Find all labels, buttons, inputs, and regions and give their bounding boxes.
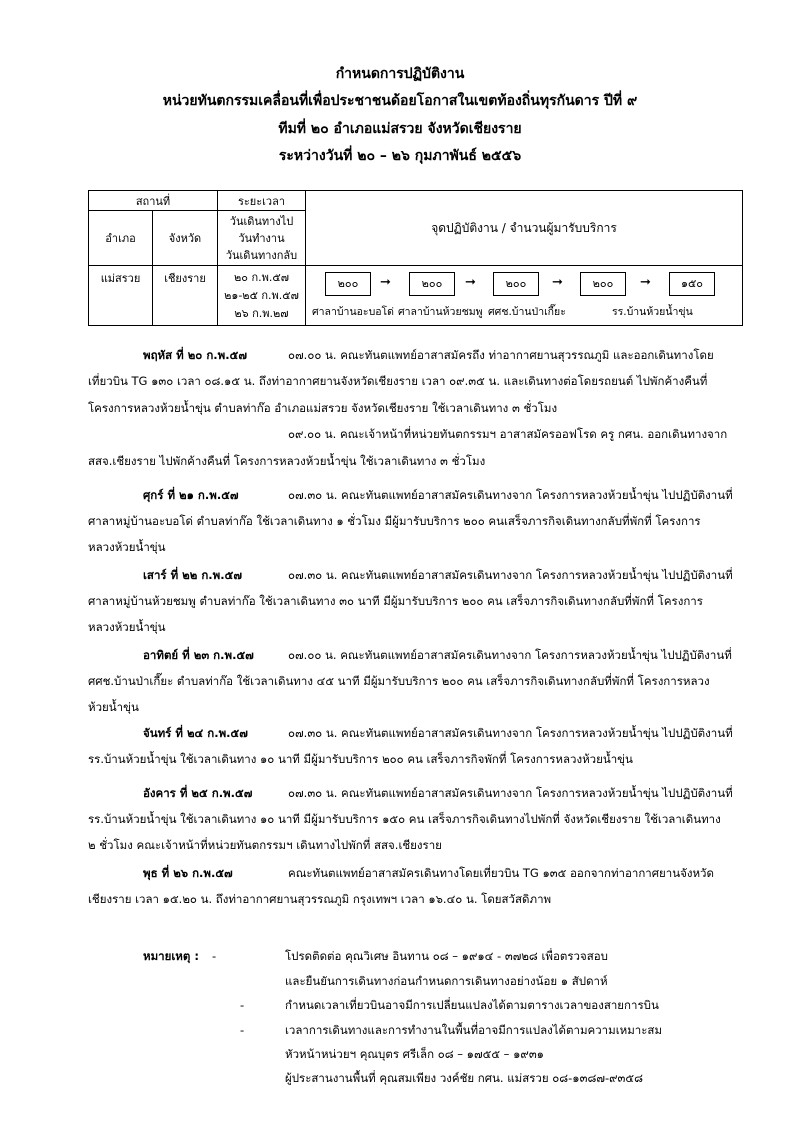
doc-title: กำหนดการปฏิบัติงาน [335, 66, 465, 82]
schedule-text: รร.บ้านห้วยน้ำขุ่น ใช้เวลาเดินทาง ๑๐ นาที มีผู้มารับบริการ ๒๐๐ คน เสร็จภารกิจพักที่ โครงการหลวงห้วยน้ำขุ่น [88, 752, 633, 766]
doc-dates: ระหว่างวันที่ ๒๐ – ๒๖ กุมภาพันธ์ ๒๕๕๖ [278, 148, 522, 164]
bullet-dash: - [212, 949, 217, 963]
count-box: ๒๐๐ [409, 272, 455, 296]
schedule-text: ศาลาหมู่บ้านห้วยชมพู ตำบลท่าก๊อ ใช้เวลาเดินทาง ๓๐ นาที มีผู้มารับบริการ ๒๐๐ คน เสร็จภารกิจเดินทางกลับที่พักที่ โครงการ [88, 594, 703, 608]
schedule-text: หลวงห้วยน้ำขุ่น [88, 540, 166, 554]
schedule-text: ๒ ชั่วโมง คณะเจ้าหน้าที่หน่วยทันตกรรมฯ เดินทางไปพักที่ สสจ.เชียงราย [88, 838, 442, 852]
site-label: รร.บ้านห้วยน้ำขุ่น [612, 306, 693, 318]
note-line: และยืนยันการเดินทางก่อนกำหนดการเดินทางอย่างน้อย ๑ สัปดาห์ [285, 974, 608, 988]
site-label: ศาลาบ้านห้วยชมพู [398, 306, 483, 318]
schedule-text: ๐๗.๐๐ น. คณะทันตแพทย์อาสาสมัครถึง ท่าอากาศยานสุวรรณภูมิ และออกเดินทางโดย [288, 348, 714, 362]
day-heading: ศุกร์ ที่ ๒๑ ก.พ.๕๗ [143, 488, 239, 502]
date-go: ๒๐ ก.พ.๕๗ [234, 271, 289, 284]
schedule-text: ๐๗.๐๐ น. คณะทันตแพทย์อาสาสมัครเดินทางจาก โครงการหลวงห้วยน้ำขุ่น ไปปฏิบัติงานที่ [288, 648, 732, 662]
count-box: ๒๐๐ [580, 272, 626, 296]
note-line: หัวหน้าหน่วยฯ คุณบุตร ศรีเล็ก ๐๘ – ๑๗๕๕ – ๑๙๓๑ [285, 1047, 544, 1061]
note-line: เวลาการเดินทางและการทำงานในพื้นที่อาจมีการแปลงได้ตามความเหมาะสม [285, 1023, 663, 1037]
doc-team: ทีมที่ ๒๐ อำเภอแม่สรวย จังหวัดเชียงราย [278, 121, 522, 137]
date-work: ๒๑-๒๕ ก.พ.๕๗ [224, 289, 299, 302]
bullet-dash: - [240, 998, 245, 1012]
notes-label: หมายเหตุ : [143, 949, 199, 963]
schedule-text: ศศช.บ้านป่าเกี๊ยะ ตำบลท่าก๊อ ใช้เวลาเดินทาง ๔๕ นาที มีผู้มารับบริการ ๒๐๐ คน เสร็จภารกิจเดินทางกลับที่พักที่ โครงการหลวง [88, 674, 710, 688]
schedule-text: โครงการหลวงห้วยน้ำขุ่น ตำบลท่าก๊อ อำเภอแม่สรวย จังหวัดเชียงราย ใช้เวลาเดินทาง ๓ ชั่วโมง [88, 401, 558, 415]
arrow-right-icon: ➞ [640, 275, 651, 290]
note-line: กำหนดเวลาเที่ยวบินอาจมีการเปลี่ยนแปลงได้ตามตารางเวลาของสายการบิน [285, 998, 659, 1012]
header-district: อำเภอ [89, 211, 153, 266]
schedule-text: ๐๗.๓๐ น. คณะทันตแพทย์อาสาสมัครเดินทางจาก โครงการหลวงห้วยน้ำขุ่น ไปปฏิบัติงานที่ [288, 786, 733, 800]
cell-district: แม่สรวย [89, 266, 153, 326]
header-days [218, 211, 306, 266]
header-day-work: วันทำงาน [238, 231, 285, 245]
schedule-text: ๐๗.๓๐ น. คณะทันตแพทย์อาสาสมัครเดินทางจาก โครงการหลวงห้วยน้ำขุ่น ไปปฏิบัติงานที่ [288, 568, 733, 582]
arrow-right-icon: ➞ [552, 275, 563, 290]
header-day-return: วันเดินทางกลับ [225, 248, 298, 262]
schedule-text: เชียงราย เวลา ๑๕.๒๐ น. ถึงท่าอากาศยานสุวรรณภูมิ กรุงเทพฯ เวลา ๑๖.๔๐ น. โดยสวัสดิภาพ [88, 892, 552, 906]
schedule-text: ห้วยน้ำขุ่น [88, 700, 139, 714]
day-heading: พฤหัส ที่ ๒๐ ก.พ.๕๗ [143, 348, 247, 362]
header-day-go: วันเดินทางไป [229, 214, 294, 228]
schedule-text: สสจ.เชียงราย ไปพักค้างคืนที่ โครงการหลวงห้วยน้ำขุ่น ใช้เวลาเดินทาง ๓ ชั่วโมง [88, 454, 486, 468]
header-duration: ระยะเวลา [218, 191, 306, 211]
schedule-text: ๐๙.๐๐ น. คณะเจ้าหน้าที่หน่วยทันตกรรมฯ อาสาสมัครออฟโรด ครู กศน. ออกเดินทางจาก [288, 427, 728, 441]
site-label: ศศช.บ้านป่าเกี๊ยะ [488, 306, 566, 318]
note-line: ผู้ประสานงานพื้นที่ คุณสมเพียง วงค์ชัย กศน. แม่สรวย ๐๘-๑๓๘๗-๙๓๕๘ [285, 1071, 643, 1085]
schedule-text: คณะทันตแพทย์อาสาสมัครเดินทางโดยเที่ยวบิน TG ๑๓๕ ออกจากท่าอากาศยานจังหวัด [288, 866, 714, 880]
schedule-text: ๐๗.๓๐ น. คณะทันตแพทย์อาสาสมัครเดินทางจาก โครงการหลวงห้วยน้ำขุ่น ไปปฏิบัติงานที่ [288, 726, 733, 740]
doc-subtitle: หน่วยทันตกรรมเคลื่อนที่เพื่อประชาชนด้อยโอกาสในเขตท้องถิ่นทุรกันดาร ปีที่ ๙ [162, 93, 638, 109]
count-box: ๒๐๐ [325, 272, 371, 296]
schedule-text: รร.บ้านห้วยน้ำขุ่น ใช้เวลาเดินทาง ๑๐ นาที มีผู้มารับบริการ ๑๕๐ คน เสร็จภารกิจเดินทางไปพักที่ จังหวัดเชียงราย ใช้เวลาเดินทาง [88, 812, 721, 826]
cell-province: เชียงราย [153, 266, 218, 326]
day-heading: พุธ ที่ ๒๖ ก.พ.๕๗ [143, 866, 233, 880]
cell-dates [218, 266, 306, 326]
schedule-text: หลวงห้วยน้ำขุ่น [88, 620, 166, 634]
site-label: ศาลาบ้านอะบอโด่ [312, 306, 395, 318]
header-sites: จุดปฏิบัติงาน / จำนวนผู้มารับบริการ [306, 191, 743, 266]
day-heading: จันทร์ ที่ ๒๔ ก.พ.๕๗ [143, 726, 248, 740]
bullet-dash: - [240, 1023, 245, 1037]
count-box: ๒๐๐ [493, 272, 539, 296]
day-heading: อาทิตย์ ที่ ๒๓ ก.พ.๕๗ [143, 648, 254, 662]
note-line: โปรดติดต่อ คุณวิเศษ อินทาน ๐๘ – ๑๙๑๔ - ๓๗๒๘ เพื่อตรวจสอบ [285, 949, 608, 963]
schedule-text: เที่ยวบิน TG ๑๓๐ เวลา ๐๘.๑๕ น. ถึงท่าอากาศยานจังหวัดเชียงราย เวลา ๐๙.๓๕ น. และเดินทางต่อโดยรถยนต์ ไปพักค้างคืนที่ [88, 374, 708, 388]
header-province: จังหวัด [153, 211, 218, 266]
day-heading: อังคาร ที่ ๒๕ ก.พ.๕๗ [143, 786, 253, 800]
header-place: สถานที่ [89, 191, 218, 211]
arrow-right-icon: ➞ [380, 275, 391, 290]
count-box: ๑๕๐ [669, 272, 715, 296]
day-heading: เสาร์ ที่ ๒๒ ก.พ.๕๗ [143, 568, 242, 582]
arrow-right-icon: ➞ [465, 275, 476, 290]
schedule-text: ๐๗.๓๐ น. คณะทันตแพทย์อาสาสมัครเดินทางจาก โครงการหลวงห้วยน้ำขุ่น ไปปฏิบัติงานที่ [288, 488, 733, 502]
date-return: ๒๖ ก.พ.๒๗ [234, 307, 289, 320]
schedule-text: ศาลาหมู่บ้านอะบอโด่ ตำบลท่าก๊อ ใช้เวลาเดินทาง ๑ ชั่วโมง มีผู้มารับบริการ ๒๐๐ คนเสร็จภารกิจเดินทางกลับที่พักที่ โครงการ [88, 514, 701, 528]
